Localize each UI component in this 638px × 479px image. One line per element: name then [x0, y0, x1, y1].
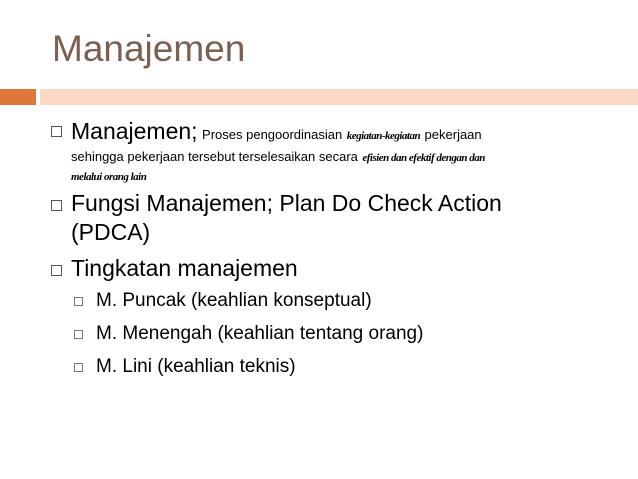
point-1-line-2	[71, 147, 485, 166]
square-bullet-icon	[51, 265, 62, 276]
point-3-label: Tingkatan manajemen	[71, 255, 298, 281]
point-1-line2-b: efisien dan efektif dengan dan	[362, 152, 485, 164]
point-1-text-a: Proses pengoordinasian	[202, 127, 343, 142]
square-bullet-icon	[51, 126, 62, 137]
accent-bar-left	[0, 89, 36, 105]
sub-item: M. Menengah (keahlian tentang orang)	[96, 323, 424, 344]
sub-bullet-icon	[74, 363, 83, 372]
slide-title: Manajemen	[52, 28, 246, 69]
point-1-line2-a: sehingga pekerjaan tersebut terselesaikan secara	[71, 149, 358, 164]
point-1-line3: melalui orang lain	[71, 171, 147, 183]
point-1-text-b: kegiatan-kegiatan	[346, 130, 421, 142]
accent-bar-right	[40, 89, 638, 105]
sub-bullet-icon	[74, 297, 83, 306]
point-1-line-1	[71, 118, 482, 146]
sub-item: M. Lini (keahlian teknis)	[96, 356, 296, 377]
point-2-line-2: (PDCA)	[71, 219, 151, 245]
point-1-text-c: pekerjaan	[424, 127, 482, 142]
sub-item: M. Puncak (keahlian konseptual)	[96, 290, 372, 311]
sub-bullet-icon	[74, 330, 83, 339]
point-1-label: Manajemen;	[71, 118, 198, 144]
point-1-line-3	[71, 166, 146, 185]
point-2-line-1: Fungsi Manajemen; Plan Do Check Action	[71, 190, 502, 216]
square-bullet-icon	[51, 200, 62, 211]
